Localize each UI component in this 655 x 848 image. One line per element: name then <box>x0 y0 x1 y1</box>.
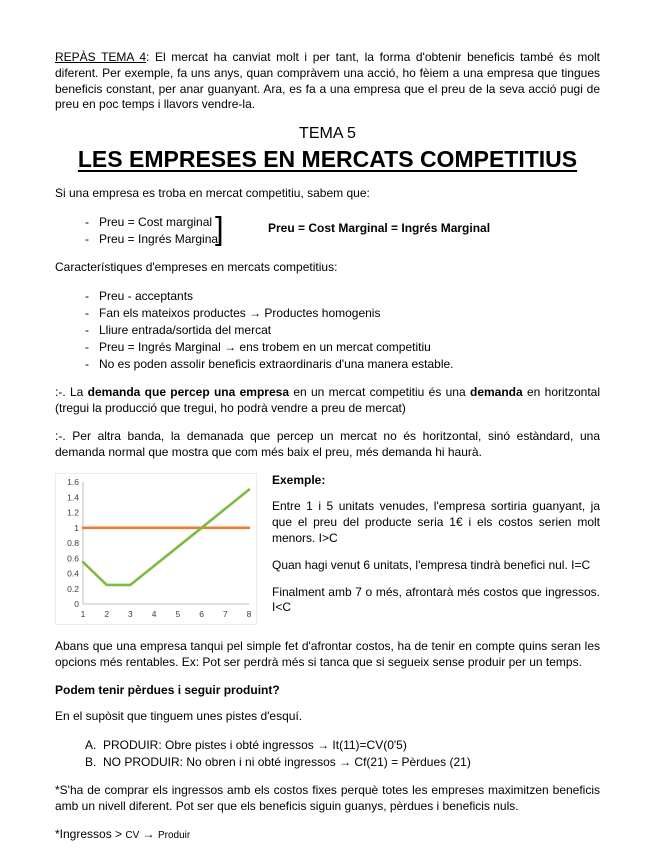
svg-text:0.8: 0.8 <box>67 537 79 548</box>
list-item <box>85 322 600 339</box>
svg-text:2: 2 <box>104 608 110 619</box>
svg-text:1: 1 <box>74 522 79 533</box>
equality-1: Preu = Cost marginal <box>99 215 213 230</box>
equalities-summary: Preu = Cost Marginal = Ingrés Marginal <box>268 221 491 236</box>
repas-label: REPÀS TEMA 4 <box>55 50 147 64</box>
repas-text: : El mercat ha canviat molt i per tant, la forma d'obtenir beneficis també és molt diferent. Per exemple, fa uns anys, quan compràvem una acció, ho fèiem a una empresa que tingues beneficis constant, per anar guanyant. Ara, es fa a una empresa que el preu de la seva acció pugi de preu en poc temps i llavors vendre-la. <box>55 50 601 112</box>
perdues-intro: En el supòsit que tinguem unes pistes d'esquí. <box>55 708 303 723</box>
example-paragraph-3: Finalment amb 7 o més, afrontarà més costos que ingressos. I<C <box>272 584 600 615</box>
list-item <box>85 305 600 322</box>
caracteristica-2: Fan els mateixos productes → Productes homogenis <box>99 306 381 321</box>
svg-text:3: 3 <box>128 608 133 619</box>
note-paragraph: *S'ha de comprar els ingressos amb els costos fixes perquè totes les empreses maximitzen beneficis amb un nivell diferent. Pot ser que els beneficis siguin guanys, pèrdues i beneficis nuls. <box>55 782 600 813</box>
bullet-dash: - <box>85 323 89 338</box>
bullet-dash: - <box>85 289 89 304</box>
svg-text:7: 7 <box>222 608 228 619</box>
bullet-dash: - <box>85 306 89 321</box>
example-heading: Exemple: <box>272 472 326 487</box>
option-letter: B. <box>85 754 97 769</box>
repas-paragraph <box>55 50 600 113</box>
svg-text:4: 4 <box>151 608 157 619</box>
text-run: La <box>65 385 88 400</box>
bullet-dash: - <box>85 232 89 247</box>
page-title <box>55 146 600 173</box>
svg-text:8: 8 <box>246 608 252 619</box>
option-text: NO PRODUIR: No obren i ni obté ingressos → Cf(21) = Pèrdues (21) <box>103 754 471 769</box>
svg-text:1.2: 1.2 <box>67 507 79 517</box>
text-run: en un mercat competitiu és una <box>289 385 470 400</box>
example-text-column <box>272 473 600 628</box>
paragraph-marker: :-. <box>55 385 66 400</box>
option-letter: A. <box>85 737 97 752</box>
arrow-glyph: → <box>139 826 158 841</box>
svg-text:6: 6 <box>199 608 204 619</box>
list-item <box>85 339 600 356</box>
caracteristica-3: Lliure entrada/sortida del mercat <box>99 323 272 338</box>
tema-kicker: TEMA 5 <box>299 125 356 143</box>
bullet-dash: - <box>85 340 89 355</box>
svg-text:1.4: 1.4 <box>67 491 79 502</box>
demanda-empresa-paragraph <box>55 385 600 417</box>
svg-text:1.6: 1.6 <box>67 476 79 487</box>
svg-text:0.4: 0.4 <box>67 568 79 578</box>
example-paragraph-2: Quan hagi venut 6 unitats, l'empresa tindrà benefici nul. I=C <box>272 557 591 572</box>
caracteristiques-heading: Característiques d'empreses en mercats competitius: <box>55 260 338 275</box>
text-run: Per altra banda, la demanada que percep un mercat no és horitzontal, sinó estàndard, una demanda normal que mostra que com més baix el preu, més demanda hi haurà. <box>55 428 600 459</box>
options-list <box>55 737 600 771</box>
line-chart-svg <box>56 474 256 624</box>
perdues-heading: Podem tenir pèrdues i seguir produint? <box>55 682 280 697</box>
bold-run: demanda que percep una empresa <box>87 385 289 400</box>
list-item <box>85 754 600 771</box>
caracteristica-5: No es poden assolir beneficis extraordinaris d'una manera estable. <box>99 357 454 372</box>
svg-text:0.6: 0.6 <box>67 552 79 563</box>
intro-line: Si una empresa es troba en mercat competitiu, sabem que: <box>55 186 370 201</box>
list-item <box>85 737 600 754</box>
equalities-block <box>55 210 600 248</box>
bullet-dash: - <box>85 215 89 230</box>
abans-paragraph: Abans que una empresa tanqui pel simple fet d'afrontar costos, ha de tenir en compte quins seran les opcions més rentables. Ex: Pot ser perdrà més si tanca que si segueix sense produir per un temps. <box>55 639 600 670</box>
bracket-annotation: ] <box>215 210 224 247</box>
caracteristica-1: Preu - acceptants <box>99 289 194 304</box>
svg-text:0.2: 0.2 <box>67 583 79 594</box>
svg-text:0: 0 <box>74 598 79 609</box>
equality-2: Preu = Ingrés Marginal <box>99 232 221 247</box>
text-run: *Ingressos > <box>55 826 126 841</box>
svg-text:1: 1 <box>80 608 86 619</box>
option-text: PRODUIR: Obre pistes i obté ingressos → It(11)=CV(0'5) <box>103 737 407 752</box>
caracteristica-4: Preu = Ingrés Marginal → ens trobem en un mercat competitiu <box>99 340 431 355</box>
demanda-mercat-paragraph <box>55 429 600 461</box>
bullet-dash: - <box>85 357 89 372</box>
list-item <box>85 356 600 373</box>
line-chart-figure <box>55 473 257 625</box>
svg-text:5: 5 <box>175 608 181 619</box>
bold-run: demanda <box>469 385 523 400</box>
caracteristiques-list <box>55 288 600 373</box>
text-run: en horitzontal (tregui la producció que tregui, ho podrà vendre a preu de mercat) <box>55 385 601 416</box>
rule-line <box>55 827 600 843</box>
list-item <box>85 288 600 305</box>
example-paragraph-1: Entre 1 i 5 unitats venudes, l'empresa sortiria guanyant, ja que el preu del producte seria 1€ i els costos serien molt menors. I>C <box>272 499 600 545</box>
page-title-text: LES EMPRESES EN MERCATS COMPETITIUS <box>77 146 578 173</box>
paragraph-marker: :-. <box>55 428 66 443</box>
produir-label: Produir <box>157 829 191 841</box>
example-section <box>55 473 600 628</box>
cv-abbrev: CV <box>125 829 140 841</box>
